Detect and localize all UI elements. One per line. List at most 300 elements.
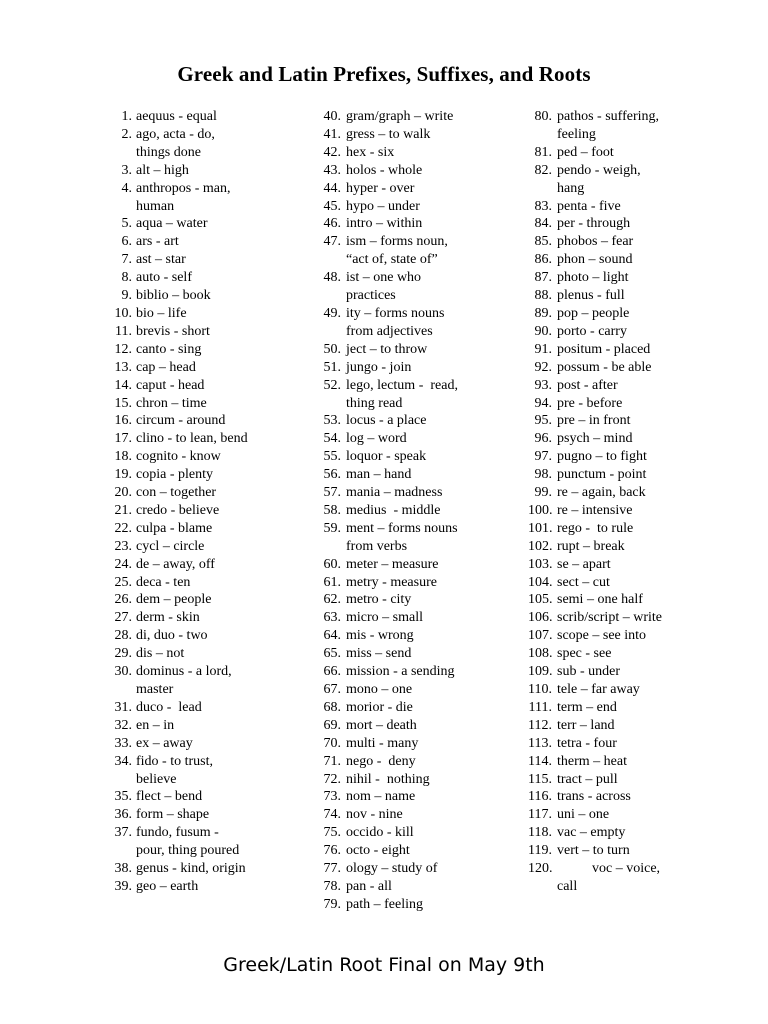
item-number: 82.	[534, 162, 552, 178]
list-item	[112, 269, 312, 287]
item-text: holos - whole	[346, 162, 423, 178]
item-text: mort – death	[346, 717, 417, 733]
item-text: loquor - speak	[346, 449, 427, 465]
item-text: form – shape	[136, 807, 210, 823]
item-number: 32.	[114, 717, 132, 733]
list-item	[322, 896, 527, 914]
item-number: 17.	[114, 431, 132, 447]
list-item	[528, 574, 718, 592]
list-item	[322, 412, 527, 430]
item-number: 40.	[323, 109, 341, 124]
list-item	[528, 269, 718, 287]
item-number: 27.	[114, 610, 132, 626]
list-item	[112, 215, 312, 233]
item-number: 73.	[323, 789, 341, 805]
list-item	[322, 377, 527, 413]
item-text: duco - lead	[136, 699, 202, 715]
item-text: lego, lectum - read, thing read	[346, 377, 458, 411]
item-text: tele – far away	[557, 682, 640, 697]
item-text: pathos - suffering, feeling	[557, 109, 659, 142]
list-item	[528, 323, 718, 341]
list-item	[112, 699, 312, 717]
item-number: 119.	[528, 843, 552, 859]
item-number: 110.	[528, 682, 552, 697]
item-number: 84.	[534, 216, 552, 232]
item-number: 16.	[114, 413, 132, 429]
item-number: 74.	[323, 807, 341, 823]
item-text: log – word	[346, 431, 407, 447]
list-item	[322, 126, 527, 144]
list-item	[112, 305, 312, 323]
item-number: 39.	[114, 878, 132, 894]
item-text: pan - all	[346, 878, 392, 894]
item-number: 56.	[323, 467, 341, 483]
list-item	[322, 753, 527, 771]
item-number: 66.	[323, 664, 341, 680]
item-text: therm – heat	[557, 753, 627, 769]
item-text: possum - be able	[557, 359, 652, 375]
list-item	[112, 287, 312, 305]
list-item	[528, 162, 718, 198]
list-item	[112, 108, 312, 126]
item-number: 83.	[534, 198, 552, 214]
item-text: punctum - point	[557, 467, 647, 483]
item-number: 37.	[114, 825, 132, 841]
item-number: 20.	[114, 485, 132, 501]
item-text: rego - to rule	[557, 520, 634, 536]
list-item	[322, 162, 527, 180]
item-text: mono – one	[346, 682, 413, 697]
list-item	[112, 395, 312, 413]
item-text: photo – light	[557, 270, 629, 286]
term-column-1	[112, 108, 312, 896]
list-item	[528, 681, 718, 699]
item-number: 99.	[534, 485, 552, 501]
list-item	[112, 753, 312, 789]
item-text: semi – one half	[557, 592, 643, 608]
list-item	[112, 484, 312, 502]
list-item	[322, 860, 527, 878]
item-text: scope – see into	[557, 628, 647, 644]
list-item	[528, 108, 718, 144]
item-text: re – again, back	[557, 485, 646, 501]
list-item	[112, 359, 312, 377]
item-text: dominus - a lord, master	[136, 664, 232, 697]
item-text: positum - placed	[557, 341, 651, 357]
item-text: dis – not	[136, 646, 185, 662]
item-number: 79.	[323, 896, 341, 912]
list-item	[322, 180, 527, 198]
item-number: 111.	[528, 699, 552, 715]
item-number: 113.	[528, 735, 552, 751]
list-item	[322, 108, 527, 126]
item-number: 72.	[323, 771, 341, 787]
item-number: 2.	[121, 126, 132, 142]
item-text: re – intensive	[557, 502, 633, 518]
item-number: 104.	[528, 574, 553, 590]
item-text: nov - nine	[346, 807, 403, 823]
item-number: 47.	[323, 234, 341, 250]
item-number: 24.	[114, 556, 132, 572]
item-number: 63.	[323, 610, 341, 626]
list-item	[112, 430, 312, 448]
item-text: flect – bend	[136, 789, 203, 805]
list-item	[322, 842, 527, 860]
list-item	[112, 717, 312, 735]
list-item	[112, 645, 312, 663]
item-text: ist – one who practices	[346, 270, 422, 304]
item-number: 118.	[528, 825, 552, 841]
item-text: alt – high	[136, 162, 189, 178]
item-text: voc – voice, call	[557, 861, 661, 894]
item-number: 1.	[121, 109, 132, 124]
list-item	[528, 448, 718, 466]
item-number: 106.	[528, 610, 553, 626]
item-number: 85.	[534, 234, 552, 250]
list-item	[528, 663, 718, 681]
item-text: multi - many	[346, 735, 419, 751]
list-item	[322, 233, 527, 269]
item-text: path – feeling	[346, 896, 423, 912]
item-text: derm - skin	[136, 610, 200, 626]
item-text: cognito - know	[136, 449, 221, 465]
list-item	[528, 806, 718, 824]
list-item	[322, 430, 527, 448]
item-text: hex - six	[346, 144, 395, 160]
list-item	[322, 627, 527, 645]
page-title: Greek and Latin Prefixes, Suffixes, and Roots	[177, 62, 591, 86]
item-number: 70.	[323, 735, 341, 751]
item-number: 6.	[121, 234, 132, 250]
item-text: nego - deny	[346, 753, 416, 769]
list-item	[528, 645, 718, 663]
item-text: morior - die	[346, 699, 413, 715]
list-item	[322, 681, 527, 699]
item-number: 29.	[114, 646, 132, 662]
list-item	[112, 448, 312, 466]
item-number: 58.	[323, 502, 341, 518]
item-text: rupt – break	[557, 538, 625, 554]
item-text: auto - self	[136, 270, 192, 286]
list-item	[322, 502, 527, 520]
item-text: deca - ten	[136, 574, 191, 590]
list-item	[322, 717, 527, 735]
item-text: mania – madness	[346, 485, 443, 501]
list-item	[112, 627, 312, 645]
item-text: gress – to walk	[346, 126, 431, 142]
list-item	[528, 591, 718, 609]
item-number: 15.	[114, 395, 132, 411]
item-number: 96.	[534, 431, 552, 447]
item-text: ity – forms nouns from adjectives	[346, 305, 445, 339]
item-text: miss – send	[346, 646, 412, 662]
list-item	[322, 484, 527, 502]
item-text: jungo - join	[346, 359, 412, 375]
item-number: 8.	[121, 270, 132, 286]
item-number: 33.	[114, 735, 132, 751]
list-item	[322, 735, 527, 753]
list-item	[322, 556, 527, 574]
item-number: 25.	[114, 574, 132, 590]
item-number: 100.	[528, 502, 553, 518]
list-item	[322, 144, 527, 162]
item-text: vert – to turn	[557, 843, 630, 859]
list-item	[528, 144, 718, 162]
item-number: 112.	[528, 717, 552, 733]
list-item	[528, 430, 718, 448]
item-number: 52.	[323, 377, 341, 393]
list-item	[112, 788, 312, 806]
list-item	[528, 842, 718, 860]
item-text: phon – sound	[557, 252, 633, 268]
list-item	[112, 520, 312, 538]
list-item	[528, 466, 718, 484]
item-text: ology – study of	[346, 861, 438, 877]
list-item	[322, 806, 527, 824]
item-text: pugno – to fight	[557, 449, 647, 465]
item-number: 26.	[114, 592, 132, 608]
item-number: 23.	[114, 538, 132, 554]
list-item	[528, 753, 718, 771]
item-text: octo - eight	[346, 843, 410, 859]
item-number: 92.	[534, 359, 552, 375]
item-text: ex – away	[136, 735, 193, 751]
item-number: 86.	[534, 252, 552, 268]
item-text: copia - plenty	[136, 467, 213, 483]
item-text: psych – mind	[557, 431, 633, 447]
list-item	[528, 699, 718, 717]
item-number: 88.	[534, 288, 552, 304]
item-number: 115.	[528, 771, 552, 787]
list-item	[112, 180, 312, 216]
list-item	[112, 412, 312, 430]
item-number: 54.	[323, 431, 341, 447]
item-number: 102.	[528, 538, 553, 554]
item-text: cap – head	[136, 359, 196, 375]
item-text: ject – to throw	[346, 341, 428, 357]
item-text: term – end	[557, 699, 617, 715]
item-number: 89.	[534, 305, 552, 321]
item-number: 117.	[528, 807, 552, 823]
item-number: 57.	[323, 485, 341, 501]
list-item	[322, 645, 527, 663]
item-number: 48.	[323, 270, 341, 286]
item-text: ago, acta - do, things done	[136, 126, 215, 160]
item-number: 77.	[323, 861, 341, 877]
list-item	[322, 466, 527, 484]
item-text: chron – time	[136, 395, 207, 411]
item-number: 90.	[534, 323, 552, 339]
item-number: 101.	[528, 520, 553, 536]
item-number: 108.	[528, 646, 553, 662]
item-text: post - after	[557, 377, 618, 393]
item-number: 28.	[114, 628, 132, 644]
item-text: mis - wrong	[346, 628, 414, 644]
item-text: porto - carry	[557, 323, 627, 339]
list-item	[322, 359, 527, 377]
item-text: metry - measure	[346, 574, 437, 590]
list-item	[528, 412, 718, 430]
item-text: dem – people	[136, 592, 212, 608]
list-item	[322, 520, 527, 556]
list-item	[112, 824, 312, 860]
item-text: spec - see	[557, 646, 612, 662]
item-number: 60.	[323, 556, 341, 572]
list-item	[528, 609, 718, 627]
item-number: 22.	[114, 520, 132, 536]
item-text: credo - believe	[136, 502, 220, 518]
term-column-2	[322, 108, 527, 914]
list-item	[528, 198, 718, 216]
list-item	[322, 771, 527, 789]
list-item	[528, 520, 718, 538]
item-text: fido - to trust, believe	[136, 753, 213, 787]
list-item	[322, 663, 527, 681]
list-item	[528, 341, 718, 359]
item-text: geo – earth	[136, 878, 199, 894]
list-item	[528, 484, 718, 502]
item-number: 65.	[323, 646, 341, 662]
list-item	[112, 860, 312, 878]
list-item	[112, 878, 312, 896]
item-number: 11.	[115, 323, 132, 339]
list-item	[112, 574, 312, 592]
item-text: ast – star	[136, 252, 186, 268]
item-text: ism – forms noun, “act of, state of”	[346, 234, 448, 268]
item-number: 45.	[323, 198, 341, 214]
item-text: scrib/script – write	[557, 610, 662, 626]
item-number: 64.	[323, 628, 341, 644]
item-number: 81.	[534, 144, 552, 160]
item-number: 13.	[114, 359, 132, 375]
list-item	[528, 717, 718, 735]
item-text: plenus - full	[557, 288, 625, 304]
item-text: caput - head	[136, 377, 205, 393]
item-text: aequus - equal	[136, 109, 217, 124]
item-text: man – hand	[346, 467, 412, 483]
item-text: locus - a place	[346, 413, 427, 429]
list-item	[322, 591, 527, 609]
list-item	[528, 824, 718, 842]
list-item	[528, 860, 718, 896]
item-number: 31.	[114, 699, 132, 715]
list-item	[112, 466, 312, 484]
item-number: 98.	[534, 467, 552, 483]
item-text: hyper - over	[346, 180, 415, 196]
item-number: 34.	[114, 753, 132, 769]
list-item	[322, 878, 527, 896]
item-text: cycl – circle	[136, 538, 205, 554]
list-item	[112, 663, 312, 699]
item-text: terr – land	[557, 717, 615, 733]
list-item	[528, 627, 718, 645]
item-number: 78.	[323, 878, 341, 894]
item-number: 10.	[114, 305, 132, 321]
item-text: vac – empty	[557, 825, 626, 841]
list-item	[112, 806, 312, 824]
item-number: 91.	[534, 341, 552, 357]
item-text: medius - middle	[346, 502, 441, 518]
item-number: 19.	[114, 467, 132, 483]
item-number: 103.	[528, 556, 553, 572]
list-item	[112, 377, 312, 395]
list-item	[528, 538, 718, 556]
item-text: brevis - short	[136, 323, 210, 339]
item-number: 67.	[323, 682, 341, 697]
footer-note: Greek/Latin Root Final on May 9th	[223, 954, 545, 976]
item-text: mission - a sending	[346, 664, 455, 680]
item-text: ped – foot	[557, 144, 614, 160]
item-number: 50.	[323, 341, 341, 357]
item-text: culpa - blame	[136, 520, 213, 536]
item-text: sect – cut	[557, 574, 610, 590]
list-item	[528, 287, 718, 305]
item-number: 87.	[534, 270, 552, 286]
list-item	[112, 502, 312, 520]
item-number: 30.	[114, 664, 132, 680]
item-number: 53.	[323, 413, 341, 429]
list-item	[112, 162, 312, 180]
item-text: intro – within	[346, 216, 423, 232]
list-item	[322, 305, 527, 341]
item-text: phobos – fear	[557, 234, 634, 250]
item-text: ars - art	[136, 234, 179, 250]
item-number: 71.	[323, 753, 341, 769]
item-number: 43.	[323, 162, 341, 178]
item-number: 4.	[121, 180, 132, 196]
item-number: 38.	[114, 861, 132, 877]
item-text: anthropos - man, human	[136, 180, 231, 214]
list-item	[322, 448, 527, 466]
list-item	[112, 591, 312, 609]
list-item	[112, 233, 312, 251]
list-item	[322, 699, 527, 717]
item-number: 109.	[528, 664, 553, 680]
item-text: micro – small	[346, 610, 423, 626]
item-text: pre – in front	[557, 413, 631, 429]
item-text: pendo - weigh, hang	[557, 162, 641, 196]
list-item	[528, 233, 718, 251]
item-text: biblio – book	[136, 288, 211, 304]
item-number: 61.	[323, 574, 341, 590]
item-text: de – away, off	[136, 556, 215, 572]
list-item	[112, 341, 312, 359]
item-text: canto - sing	[136, 341, 202, 357]
item-text: se – apart	[557, 556, 611, 572]
item-text: en – in	[136, 717, 175, 733]
item-text: uni – one	[557, 807, 610, 823]
item-text: circum - around	[136, 413, 226, 429]
item-number: 41.	[323, 126, 341, 142]
item-text: sub - under	[557, 664, 620, 680]
item-number: 55.	[323, 449, 341, 465]
item-text: gram/graph – write	[346, 109, 454, 124]
list-item	[322, 198, 527, 216]
list-item	[528, 395, 718, 413]
item-number: 97.	[534, 449, 552, 465]
list-item	[322, 824, 527, 842]
list-item	[528, 359, 718, 377]
item-number: 35.	[114, 789, 132, 805]
item-number: 68.	[323, 699, 341, 715]
item-text: ment – forms nouns from verbs	[346, 520, 458, 554]
item-number: 14.	[114, 377, 132, 393]
item-text: tract – pull	[557, 771, 618, 787]
item-number: 5.	[121, 216, 132, 232]
list-item	[112, 735, 312, 753]
item-number: 21.	[114, 502, 132, 518]
item-number: 46.	[323, 216, 341, 232]
